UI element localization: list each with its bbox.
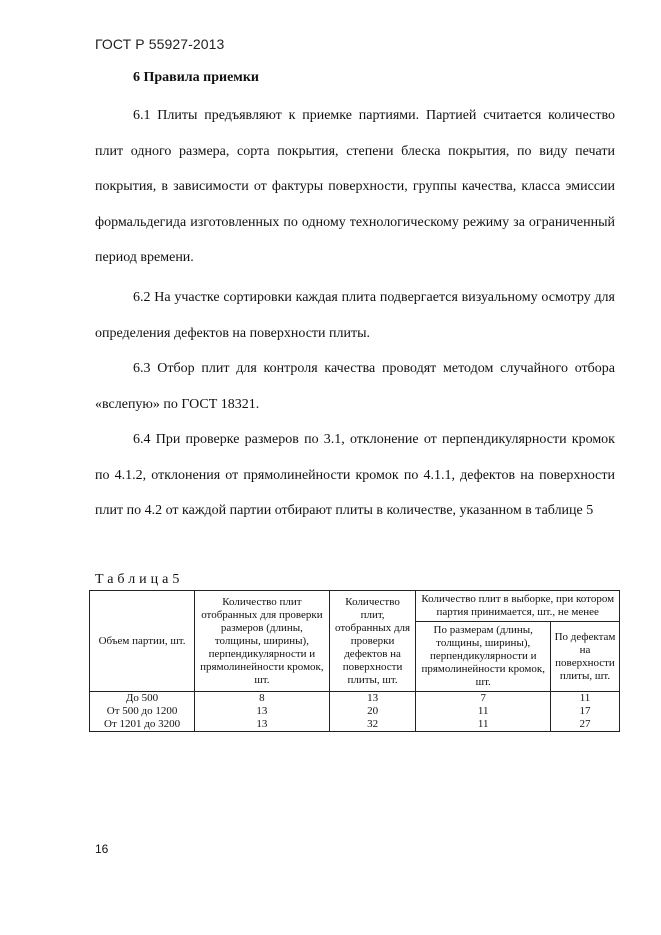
cell-batch-volume: От 500 до 1200 <box>90 705 195 718</box>
paragraph-6-2: 6.2 На участке сортировки каждая плита подвергается визуальному осмотру для определения дефектов на поверхности плиты. <box>95 290 615 341</box>
paragraph-6-4: 6.4 При проверке размеров по 3.1, отклонение от перпендикулярности кромок по 4.1.2, отклонения от прямолинейности кромок по 4.1.1, дефектов на поверхности плит по 4.2 от каждой партии отбирают плиты в количестве, указанном в таблице 5 <box>95 432 615 518</box>
cell-batch-volume: До 500 <box>90 692 195 706</box>
cell-batch-volume: От 1201 до 3200 <box>90 718 195 732</box>
header-acceptance-group: Количество плит в выборке, при котором партия принимается, шт., не менее <box>416 591 620 622</box>
cell-accept-dimensions: 11 <box>416 718 551 732</box>
paragraph-6-1: 6.1 Плиты предъявляют к приемке партиями. Партией считается количество плит одного размера, сорта покрытия, степени блеска покрытия, по виду печати покрытия, в зависимости от фактуры поверхности, группы качества, класса эмиссии формальдегида изготовленных по одному технологическому режиму за ограниченный период времени. <box>95 108 615 265</box>
cell-accept-dimensions: 7 <box>416 692 551 706</box>
cell-sampled-defects: 13 <box>329 692 416 706</box>
cell-sampled-defects: 32 <box>329 718 416 732</box>
cell-sampled-dimensions: 13 <box>195 705 330 718</box>
paragraph-6-3: 6.3 Отбор плит для контроля качества проводят методом случайного отбора «вслепую» по ГОСТ 18321. <box>95 361 615 412</box>
section-title: 6 Правила приемки <box>133 70 259 85</box>
cell-sampled-dimensions: 13 <box>195 718 330 732</box>
table-row <box>90 705 620 718</box>
cell-accept-defects: 17 <box>551 705 620 718</box>
page-number: 16 <box>95 842 109 856</box>
cell-sampled-defects: 20 <box>329 705 416 718</box>
cell-sampled-dimensions: 8 <box>195 692 330 706</box>
header-sampled-for-defects: Количество плит, отобранных для проверки дефектов на поверхности плиты, шт. <box>329 591 416 692</box>
cell-accept-defects: 11 <box>551 692 620 706</box>
header-batch-volume: Объем партии, шт. <box>90 591 195 692</box>
table-caption: Таблица5 <box>95 572 184 587</box>
table-5 <box>89 590 620 732</box>
table-row <box>90 692 620 706</box>
header-sampled-for-dimensions: Количество плит отобранных для проверки размеров (длины, толщины, ширины), перпендикулярности и прямолинейности кромок, шт. <box>195 591 330 692</box>
header-accept-by-dimensions: По размерам (длины, толщины, ширины), перпендикулярности и прямолинейности кромок, шт. <box>416 622 551 692</box>
cell-accept-dimensions: 11 <box>416 705 551 718</box>
cell-accept-defects: 27 <box>551 718 620 732</box>
document-header: ГОСТ Р 55927-2013 <box>95 36 225 52</box>
header-accept-by-defects: По дефектам на поверхности плиты, шт. <box>551 622 620 692</box>
table-row <box>90 718 620 732</box>
